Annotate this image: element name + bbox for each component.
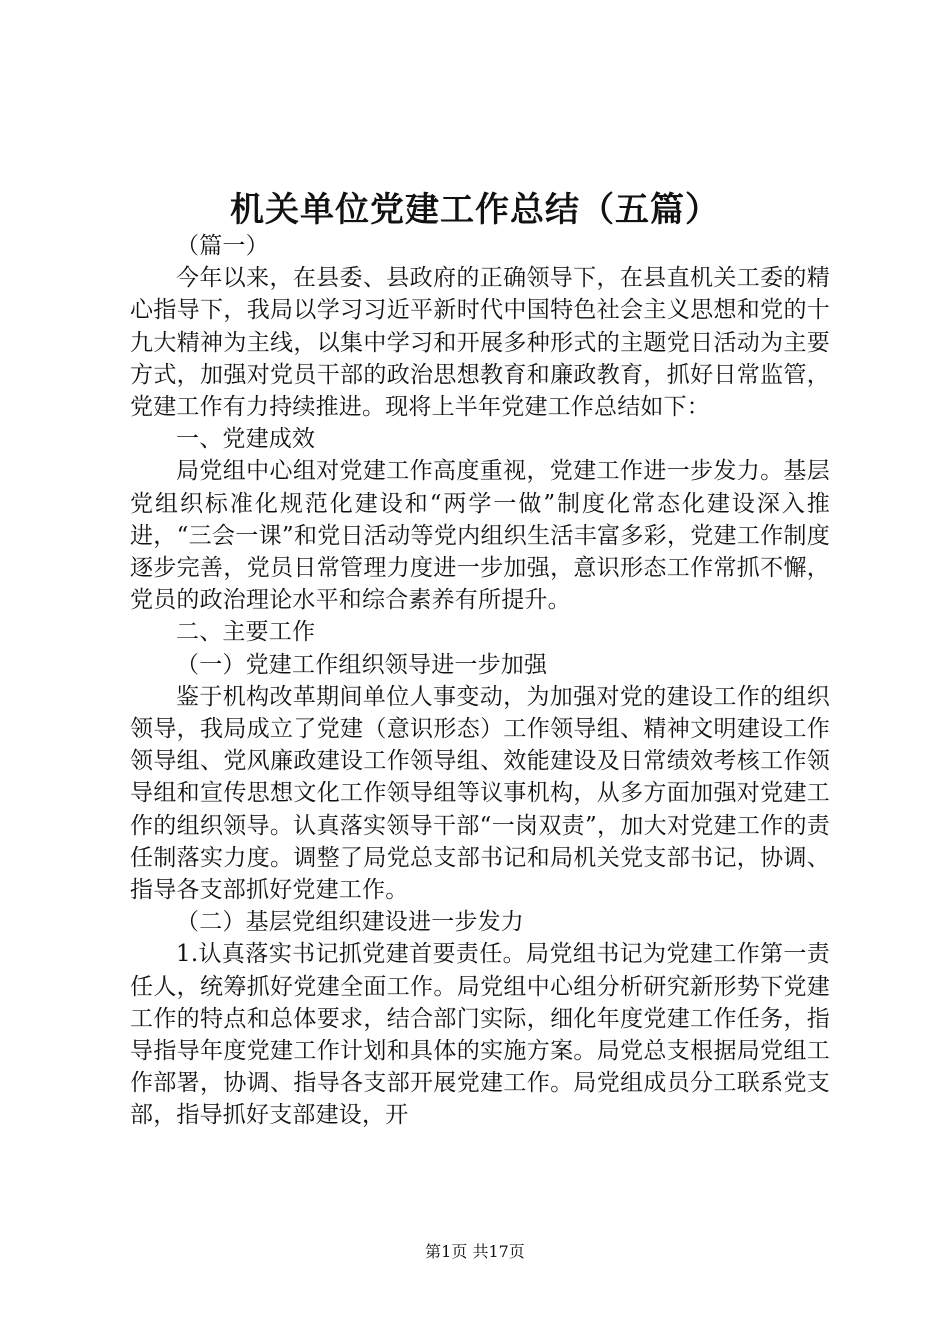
- paragraph: 1.认真落实书记抓党建首要责任。局党组书记为党建工作第一责任人，统筹抓好党建全面工作。局党组中心组分析研究新形势下党建工作的特点和总体要求，结合部门实际，细化年度党建工作任务，指导指导年度党建工作计划和具体的实施方案。局党总支根据局党组工作部署，协调、指导各支部开展党建工作。局党组成员分工联系党支部，指导抓好支部建设，开: [130, 941, 830, 1129]
- subheading-2: （二）基层党组织建设进一步发力: [176, 909, 524, 936]
- heading-1: 一、党建成效: [176, 426, 316, 453]
- paragraph: 局党组中心组对党建工作高度重视，党建工作进一步发力。基层党组织标准化规范化建设和“两学一做”制度化常态化建设深入推进，“三会一课”和党日活动等党内组织生活丰富多彩，党建工作制度逐步完善，党员日常管理力度进一步加强，意识形态工作常抓不懈，党员的政治理论水平和综合素养有所提升。: [130, 458, 830, 614]
- paragraph: 今年以来，在县委、县政府的正确领导下，在县直机关工委的精心指导下，我局以学习习近平新时代中国特色社会主义思想和党的十九大精神为主线，以集中学习和开展多种形式的主题党日活动为主要方式，加强对党员干部的政治思想教育和廉政教育，抓好日常监管，党建工作有力持续推进。现将上半年党建工作总结如下：: [130, 265, 830, 421]
- heading-2: 二、主要工作: [176, 619, 316, 646]
- document-title: 机关单位党建工作总结（五篇）: [230, 190, 720, 230]
- section-label: （篇一）: [176, 233, 269, 259]
- paragraph: 鉴于机构改革期间单位人事变动，为加强对党的建设工作的组织领导，我局成立了党建（意识形态）工作领导组、精神文明建设工作领导组、党风廉政建设工作领导组、效能建设及日常绩效考核工作领导组和宣传思想文化工作领导组等议事机构，从多方面加强对党建工作的组织领导。认真落实领导干部“一岗双责”，加大对党建工作的责任制落实力度。调整了局党总支部书记和局机关党支部书记，协调、指导各支部抓好党建工作。: [130, 683, 830, 904]
- page-footer: 第1页 共17页: [425, 1242, 525, 1261]
- subheading-1: （一）党建工作组织领导进一步加强: [176, 651, 548, 678]
- document-body: [130, 230, 830, 1132]
